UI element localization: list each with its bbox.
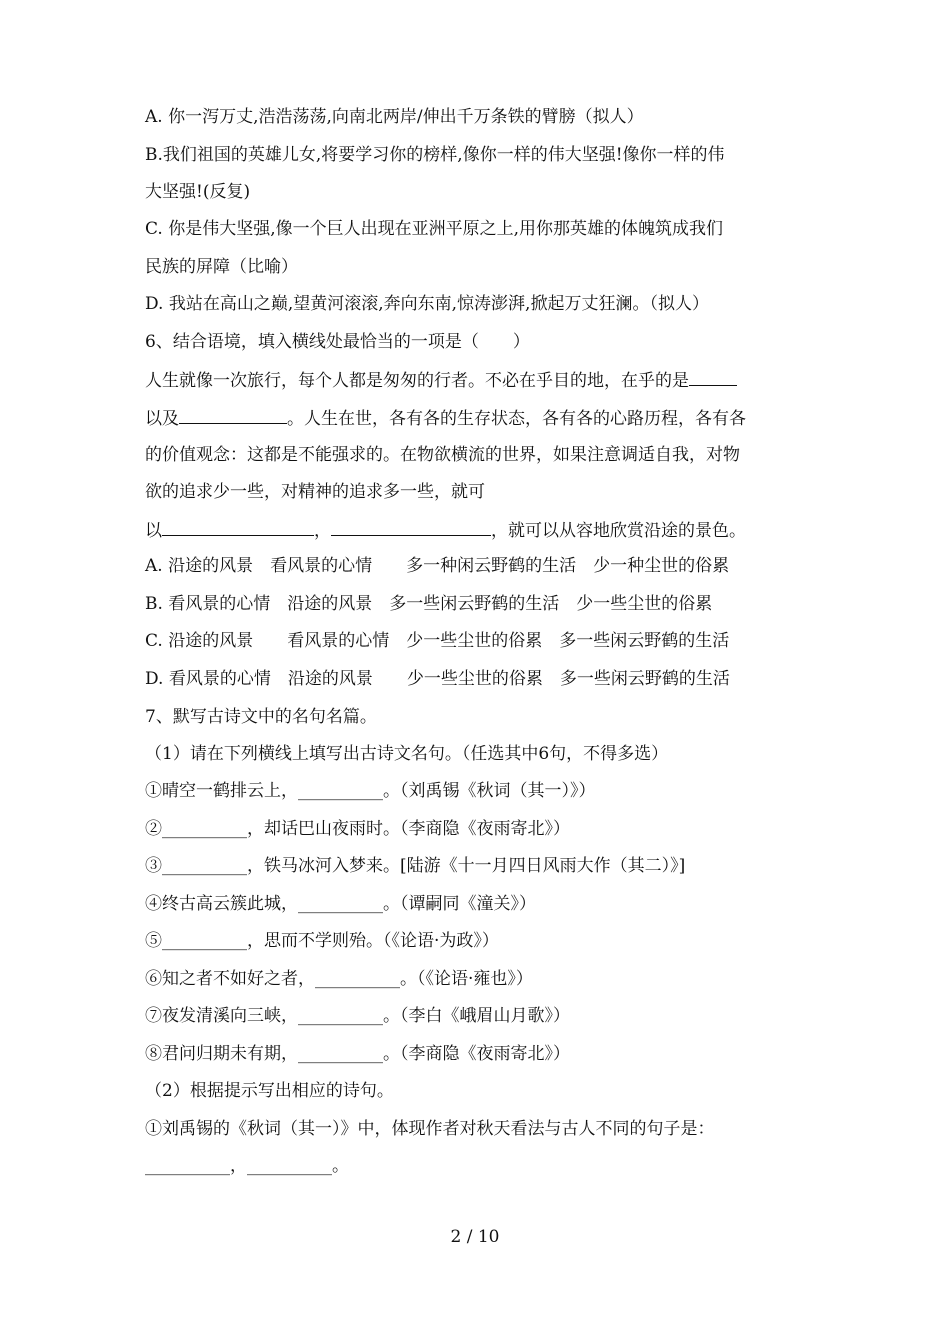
q5-option-c-line2: 民族的屏障（比喻） [145,257,298,277]
q6-passage-text5a: 以 [145,521,162,541]
q6-blank-2 [179,406,287,424]
q5-option-b-line1: B.我们祖国的英雄儿女,将要学习你的榜样,像你一样的伟大坚强!像你一样的伟 [145,145,725,165]
q7-item-5: ⑤__________，思而不学则殆。（《论语·为政》） [145,931,499,951]
q7-item-7: ⑦夜发清溪向三峡，__________。（李白《峨眉山月歌》） [145,1006,570,1026]
q7-item-8: ⑧君问归期未有期，__________。（李商隐《夜雨寄北》） [145,1044,570,1064]
q6-passage-line4: 欲的追求少一些，对精神的追求多一些，就可 [145,482,485,502]
q7-stem: 7、默写古诗文中的名句名篇。 [145,707,377,727]
q6-stem: 6、结合语境，填入横线处最恰当的一项是（ ） [145,332,530,352]
q5-option-b-line2: 大坚强!(反复) [145,182,251,202]
q6-passage-line2 [145,406,746,430]
q5-option-a: A. 你一泻万丈,浩浩荡荡,向南北两岸/伸出千万条铁的臂膀（拟人） [145,107,644,127]
q7-part2-instruction: （2）根据提示写出相应的诗句。 [145,1081,394,1101]
q6-option-c: C. 沿途的风景 看风景的心情 少一些尘世的俗累 多一些闲云野鹤的生活 [145,631,730,651]
q7-part2-answer-blank: __________，__________。 [145,1156,349,1176]
q7-item-1: ①晴空一鹤排云上，__________。（刘禹锡《秋词（其一）》） [145,781,596,801]
q6-blank-3 [162,518,314,536]
q7-item-4: ④终古高云簇此城，__________。（谭嗣同《潼关》） [145,894,536,914]
q6-option-b: B. 看风景的心情 沿途的风景 多一些闲云野鹤的生活 少一些尘世的俗累 [145,594,713,614]
q7-item-3: ③__________，铁马冰河入梦来。[陆游《十一月四日风雨大作（其二）》] [145,856,686,876]
q6-passage-text2b: 。人生在世，各有各的生存状态，各有各的心路历程，各有各 [287,409,746,429]
q5-option-c-line1: C. 你是伟大坚强,像一个巨人出现在亚洲平原之上,用你那英雄的体魄筑成我们 [145,219,724,239]
q6-option-d: D. 看风景的心情 沿途的风景 少一些尘世的俗累 多一些闲云野鹤的生活 [145,669,730,689]
q7-part1-instruction: （1）请在下列横线上填写出古诗文名句。（任选其中6句，不得多选） [145,744,669,764]
q6-blank-1 [689,368,737,386]
q6-passage-line3: 的价值观念：这都是不能强求的。在物欲横流的世界，如果注意调适自我，对物 [145,445,740,465]
q6-passage-text2a: 以及 [145,409,179,429]
q7-part2-question-1: ①刘禹锡的《秋词（其一）》中，体现作者对秋天看法与古人不同的句子是： [145,1119,715,1139]
page-number: 2 / 10 [450,1227,500,1247]
q6-passage-text5c: ，就可以从容地欣赏沿途的景色。 [491,521,746,541]
q7-item-2: ②__________，却话巴山夜雨时。（李商隐《夜雨寄北》） [145,819,570,839]
q6-blank-4 [331,518,491,536]
q6-passage-line5 [145,518,746,542]
q6-passage-line1 [145,368,737,392]
q6-passage-text5b: ， [314,521,331,541]
q6-option-a: A. 沿途的风景 看风景的心情 多一种闲云野鹤的生活 少一种尘世的俗累 [145,556,730,576]
q5-option-d: D. 我站在高山之巅,望黄河滚滚,奔向东南,惊涛澎湃,掀起万丈狂澜。（拟人） [145,294,709,314]
q6-passage-text1: 人生就像一次旅行，每个人都是匆匆的行者。不必在乎目的地，在乎的是 [145,371,689,391]
q7-item-6: ⑥知之者不如好之者，__________。（《论语·雍也》） [145,969,533,989]
